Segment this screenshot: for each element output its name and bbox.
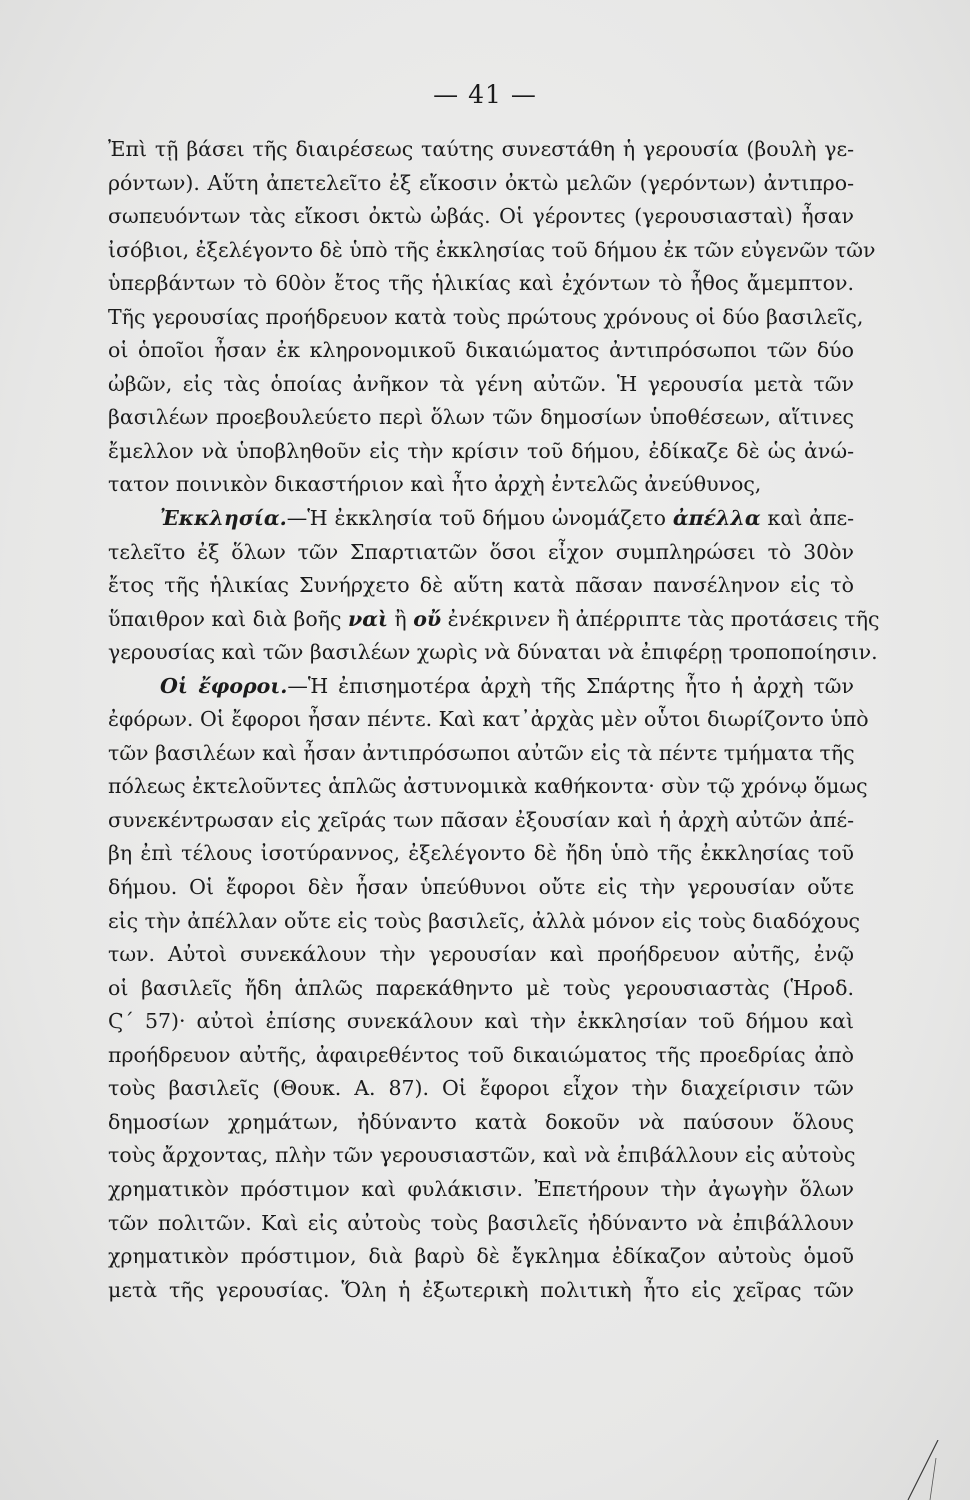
section-heading-line: Οἱ ἔφοροι.—Ἡ ἐπισημοτέρα ἀρχὴ τῆς Σπάρτης ἦτο ἡ ἀρχὴ τῶν bbox=[160, 673, 854, 698]
section-heading-ephoroi: Οἱ ἔφοροι. bbox=[160, 673, 288, 698]
text-line: ὕπαιθρον καὶ διὰ βοῆς ναὶ ἢ οὔ ἐνέκρινεν ἢ ἀπέρριπτε τὰς προτάσεις τῆς bbox=[108, 606, 880, 631]
text-line: ἰσόβιοι, ἐξελέγοντο δὲ ὑπὸ τῆς ἐκκλησίας τοῦ δήμου ἐκ τῶν εὐγενῶν τῶν bbox=[108, 237, 876, 262]
text-line: δημοσίων χρημάτων, ἠδύναντο κατὰ δοκοῦν νὰ παύσουν ὅλους bbox=[108, 1109, 854, 1134]
text-line: ἔμελλον νὰ ὑποβληθοῦν εἰς τὴν κρίσιν τοῦ δήμου, ἐδίκαζε δὲ ὡς ἀνώ- bbox=[108, 438, 854, 463]
text-line: ρόντων). Αὕτη ἀπετελεῖτο ἐξ εἴκοσιν ὀκτὼ μελῶν (γερόντων) ἀντιπρο- bbox=[108, 170, 854, 195]
text-line: ὠβῶν, εἰς τὰς ὁποίας ἀνῆκον τὰ γένη αὐτῶν. Ἡ γερουσία μετὰ τῶν bbox=[108, 371, 854, 396]
section-heading-ekklisia: Ἐκκλησία. bbox=[160, 506, 287, 531]
text-line: Ϛ΄ 57)· αὐτοὶ ἐπίσης συνεκάλουν καὶ τὴν ἐκκλησίαν τοῦ δήμου καὶ bbox=[108, 1009, 854, 1034]
text-line: Τῆς γερουσίας προήδρευον κατὰ τοὺς πρώτους χρόνους οἱ δύο βασιλεῖς, bbox=[108, 304, 864, 329]
text-line: τῶν βασιλέων καὶ ἦσαν ἀντιπρόσωποι αὐτῶν εἰς τὰ πέντε τμήματα τῆς bbox=[108, 740, 855, 765]
text-line: τῶν πολιτῶν. Καὶ εἰς αὐτοὺς τοὺς βασιλεῖς ἠδύναντο νὰ ἐπιβάλλουν bbox=[108, 1210, 854, 1235]
text-line: δήμου. Οἱ ἔφοροι δὲν ἦσαν ὑπεύθυνοι οὔτε εἰς τὴν γερουσίαν οὔτε bbox=[108, 875, 854, 900]
paper-crease-mark bbox=[900, 1440, 940, 1500]
term-apella: ἀπέλλα bbox=[672, 506, 761, 531]
text-line: τοὺς ἄρχοντας, πλὴν τῶν γερουσιαστῶν, καὶ νὰ ἐπιβάλλουν εἰς αὐτοὺς bbox=[108, 1143, 856, 1168]
text-line: εἰς τὴν ἀπέλλαν οὔτε εἰς τοὺς βασιλεῖς, ἀλλὰ μόνον εἰς τοὺς διαδόχους bbox=[108, 908, 861, 933]
text-line: χρηματικὸν πρόστιμον, διὰ βαρὺ δὲ ἔγκλημα ἐδίκαζον αὐτοὺς ὁμοῦ bbox=[108, 1244, 854, 1269]
text-line: χρηματικὸν πρόστιμον καὶ φυλάκισιν. Ἐπετήρουν τὴν ἀγωγὴν ὅλων bbox=[108, 1176, 854, 1201]
text-line: οἱ βασιλεῖς ἤδη ἁπλῶς παρεκάθηντο μὲ τοὺς γερουσιαστὰς (Ἡροδ. bbox=[108, 975, 854, 1000]
text-line: τατον ποινικὸν δικαστήριον καὶ ἦτο ἀρχὴ ἐντελῶς ἀνεύθυνος, bbox=[108, 472, 762, 497]
text-line: Ἐπὶ τῇ βάσει τῆς διαιρέσεως ταύτης συνεστάθη ἡ γερουσία (βουλὴ γε- bbox=[108, 137, 854, 161]
text-line: ἔτος τῆς ἡλικίας Συνήρχετο δὲ αὕτη κατὰ πᾶσαν πανσέληνον εἰς τὸ bbox=[108, 573, 854, 598]
section-heading-line: Ἐκκλησία.—Ἡ ἐκκλησία τοῦ δήμου ὠνομάζετο ἀπέλλα καὶ ἀπε- bbox=[160, 506, 854, 531]
text-line: ὑπερβάντων τὸ 60ὸν ἔτος τῆς ἡλικίας καὶ ἐχόντων τὸ ἦθος ἄμεμπτον. bbox=[108, 271, 854, 296]
text-line: βασιλέων προεβουλεύετο περὶ ὅλων τῶν δημοσίων ὑποθέσεων, αἵτινες bbox=[108, 405, 854, 430]
text-line: ἐφόρων. Οἱ ἔφοροι ἦσαν πέντε. Καὶ κατ᾽ἀρχὰς μὲν οὗτοι διωρίζοντο ὑπὸ bbox=[108, 707, 869, 732]
page-text bbox=[108, 133, 880, 1307]
text-line: σωπευόντων τὰς εἴκοσι ὀκτὼ ὠβάς. Οἱ γέροντες (γερουσιασταὶ) ἦσαν bbox=[108, 204, 854, 229]
page-number: — 41 — bbox=[433, 80, 537, 109]
text-line: μετὰ τῆς γερουσίας. Ὅλη ἡ ἐξωτερικὴ πολιτικὴ ἦτο εἰς χεῖρας τῶν bbox=[108, 1277, 854, 1302]
term-nai: ναὶ bbox=[347, 606, 388, 631]
text-line: συνεκέντρωσαν εἰς χεῖράς των πᾶσαν ἐξουσίαν καὶ ἡ ἀρχὴ αὐτῶν ἀπέ- bbox=[108, 807, 854, 832]
text-line: των. Αὐτοὶ συνεκάλουν τὴν γερουσίαν καὶ προήδρευον αὐτῆς, ἐνῷ bbox=[108, 942, 854, 967]
term-ou: οὔ bbox=[413, 606, 442, 631]
text-line: τοὺς βασιλεῖς (Θουκ. Α. 87). Οἱ ἔφοροι εἶχον τὴν διαχείρισιν τῶν bbox=[108, 1076, 854, 1101]
text-line: γερουσίας καὶ τῶν βασιλέων χωρὶς νὰ δύναται νὰ ἐπιφέρῃ τροποποίησιν. bbox=[108, 640, 878, 665]
text-line: πόλεως ἐκτελοῦντες ἁπλῶς ἀστυνομικὰ καθήκοντα· σὺν τῷ χρόνῳ ὅμως bbox=[108, 774, 868, 799]
text-line: προήδρευον αὐτῆς, ἀφαιρεθέντος τοῦ δικαιώματος τῆς προεδρίας ἀπὸ bbox=[108, 1042, 854, 1067]
text-line: τελεῖτο ἐξ ὅλων τῶν Σπαρτιατῶν ὅσοι εἶχον συμπληρώσει τὸ 30ὸν bbox=[108, 539, 854, 564]
text-line: οἱ ὁποῖοι ἦσαν ἐκ κληρονομικοῦ δικαιώματος ἀντιπρόσωποι τῶν δύο bbox=[108, 338, 854, 363]
text-line: βη ἐπὶ τέλους ἰσοτύραννος, ἐξελέγοντο δὲ ἤδη ὑπὸ τῆς ἐκκλησίας τοῦ bbox=[108, 841, 854, 866]
